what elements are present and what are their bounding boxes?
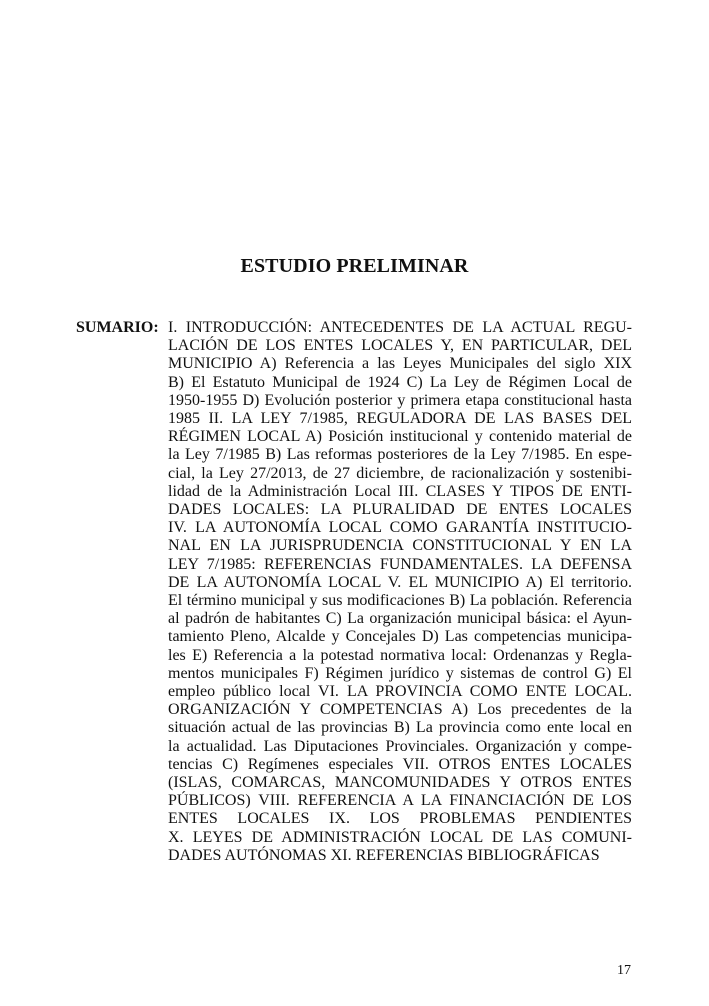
summary-line: IV. LA AUTONOMÍA LOCAL COMO GARANTÍA INSTITUCIO-: [168, 519, 632, 537]
summary-line: 1985 II. LA LEY 7/1985, REGULADORA DE LAS BASES DEL: [168, 410, 632, 428]
summary-line: I. INTRODUCCIÓN: ANTECEDENTES DE LA ACTUAL REGU-: [168, 319, 632, 336]
page-title: ESTUDIO PRELIMINAR: [240, 255, 469, 277]
summary-line: tamiento Pleno, Alcalde y Concejales D) Las competencias municipa-: [168, 628, 632, 646]
summary-line: PÚBLICOS) VIII. REFERENCIA A LA FINANCIACIÓN DE LOS: [168, 792, 632, 810]
summary-line: (ISLAS, COMARCAS, MANCOMUNIDADES Y OTROS ENTES: [168, 774, 632, 792]
summary-line: la Ley 7/1985 B) Las reformas posteriores de la Ley 7/1985. En espe-: [168, 446, 632, 464]
summary-line: lidad de la Administración Local III. CLASES Y TIPOS DE ENTI-: [168, 482, 632, 500]
summary-line: mentos municipales F) Régimen jurídico y sistemas de control G) El: [168, 664, 632, 682]
summary-label: SUMARIO:: [76, 319, 159, 336]
summary-line: cial, la Ley 27/2013, de 27 diciembre, de racionalización y sostenibi-: [168, 464, 632, 482]
summary-line: ORGANIZACIÓN Y COMPETENCIAS A) Los precedentes de la: [168, 701, 632, 719]
summary-text: [168, 319, 632, 865]
summary-line: El término municipal y sus modificaciones B) La población. Referencia: [168, 592, 632, 610]
summary-line: tencias C) Regímenes especiales VII. OTROS ENTES LOCALES: [168, 755, 632, 773]
summary-line: la actualidad. Las Diputaciones Provinciales. Organización y compe-: [168, 737, 632, 755]
summary-line: MUNICIPIO A) Referencia a las Leyes Municipales del siglo XIX: [168, 355, 632, 373]
summary-line: X. LEYES DE ADMINISTRACIÓN LOCAL DE LAS COMUNI-: [168, 828, 632, 846]
summary-line: ENTES LOCALES IX. LOS PROBLEMAS PENDIENTES: [168, 810, 632, 828]
summary-line: RÉGIMEN LOCAL A) Posición institucional y contenido material de: [168, 428, 632, 446]
summary-line: les E) Referencia a la potestad normativa local: Ordenanzas y Regla-: [168, 646, 632, 664]
summary-line: DADES AUTÓNOMAS XI. REFERENCIAS BIBLIOGRÁFICAS: [168, 846, 600, 864]
summary-line: LACIÓN DE LOS ENTES LOCALES Y, EN PARTICULAR, DEL: [168, 337, 632, 355]
summary-line: LEY 7/1985: REFERENCIAS FUNDAMENTALES. LA DEFENSA: [168, 555, 632, 573]
summary-line: NAL EN LA JURISPRUDENCIA CONSTITUCIONAL Y EN LA: [168, 537, 632, 555]
page-number: 17: [617, 963, 631, 978]
summary-line: B) El Estatuto Municipal de 1924 C) La Ley de Régimen Local de: [168, 373, 632, 391]
summary-line: DE LA AUTONOMÍA LOCAL V. EL MUNICIPIO A) El territorio.: [168, 573, 632, 591]
summary-line: 1950-1955 D) Evolución posterior y primera etapa constitucional hasta: [168, 391, 632, 409]
summary-line: empleo público local VI. LA PROVINCIA COMO ENTE LOCAL.: [168, 683, 632, 701]
summary-line: DADES LOCALES: LA PLURALIDAD DE ENTES LOCALES: [168, 501, 632, 519]
summary-line: al padrón de habitantes C) La organización municipal básica: el Ayun-: [168, 610, 632, 628]
summary-line: situación actual de las provincias B) La provincia como ente local en: [168, 719, 632, 737]
